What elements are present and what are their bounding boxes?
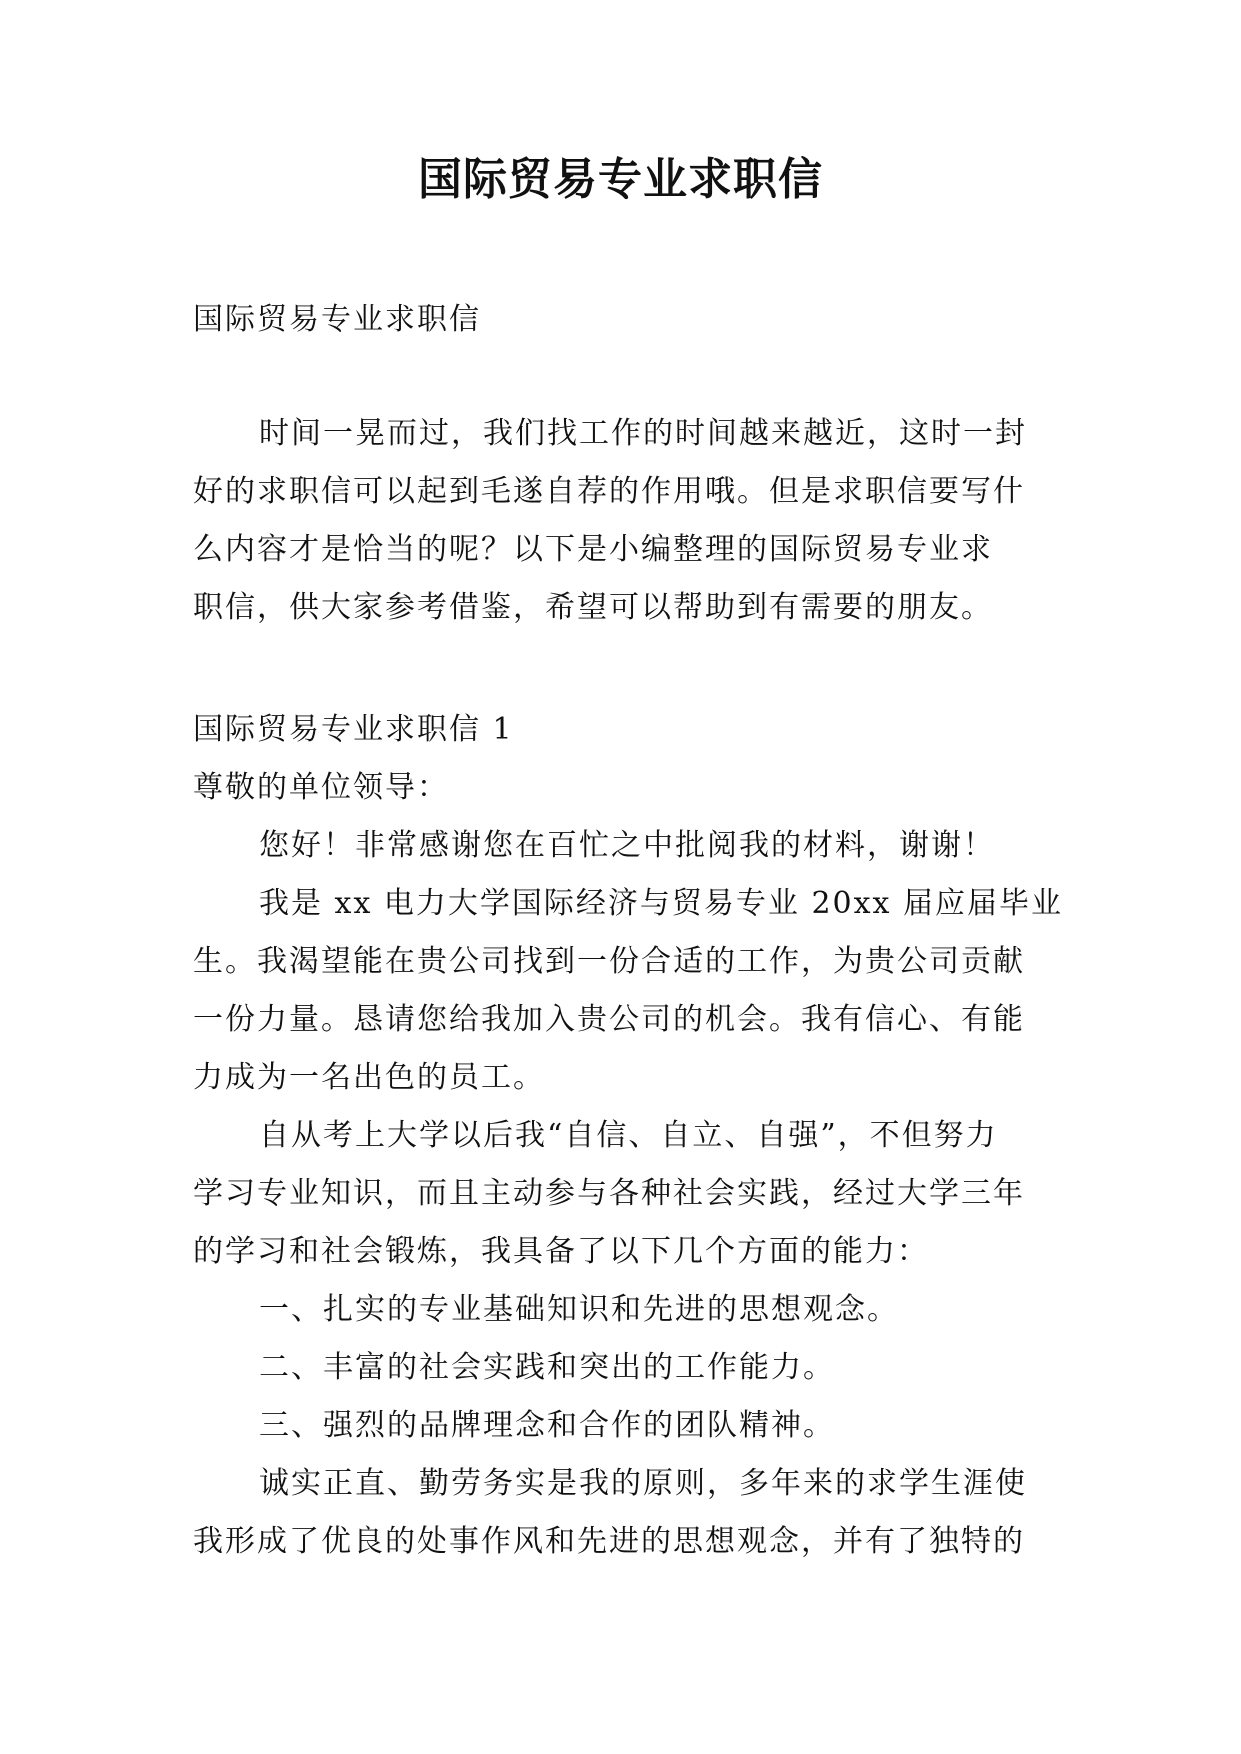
- intro-line: 时间一晃而过，我们找工作的时间越来越近，这时一封: [259, 416, 1027, 451]
- intro-line: 么内容才是恰当的呢？以下是小编整理的国际贸易专业求: [193, 532, 993, 567]
- letter-line: 自从考上大学以后我“自信、自立、自强”，不但努力: [259, 1118, 998, 1153]
- intro-paragraph: [193, 405, 1027, 637]
- intro-line: 好的求职信可以起到毛遂自荐的作用哦。但是求职信要写什: [193, 474, 1025, 509]
- letter-line: 二、丰富的社会实践和突出的工作能力。: [259, 1350, 835, 1385]
- letter-line: 您好！非常感谢您在百忙之中批阅我的材料，谢谢！: [259, 828, 995, 863]
- letter-line: 一份力量。恳请您给我加入贵公司的机会。我有信心、有能: [193, 1002, 1025, 1037]
- letter-line: 三、强烈的品牌理念和合作的团队精神。: [259, 1408, 835, 1443]
- letter-line: 生。我渴望能在贵公司找到一份合适的工作，为贵公司贡献: [193, 944, 1025, 979]
- letter-line: 我是 xx 电力大学国际经济与贸易专业 20xx 届应届毕业: [259, 886, 1063, 921]
- intro-line: 职信，供大家参考借鉴，希望可以帮助到有需要的朋友。: [193, 590, 993, 625]
- letter-heading: 国际贸易专业求职信 1: [193, 712, 514, 747]
- letter-block: [193, 701, 1063, 1571]
- letter-line: 力成为一名出色的员工。: [193, 1060, 545, 1095]
- letter-line: 诚实正直、勤劳务实是我的原则，多年来的求学生涯使: [259, 1466, 1027, 1501]
- letter-line: 学习专业知识，而且主动参与各种社会实践，经过大学三年: [193, 1176, 1025, 1211]
- letter-line: 一、扎实的专业基础知识和先进的思想观念。: [259, 1292, 899, 1327]
- letter-line: 我形成了优良的处事作风和先进的思想观念，并有了独特的: [193, 1524, 1025, 1559]
- letter-line: 的学习和社会锻炼，我具备了以下几个方面的能力：: [193, 1234, 929, 1269]
- salutation: 尊敬的单位领导：: [193, 770, 449, 805]
- document-subtitle: 国际贸易专业求职信: [193, 302, 481, 337]
- document-title: 国际贸易专业求职信: [418, 154, 823, 205]
